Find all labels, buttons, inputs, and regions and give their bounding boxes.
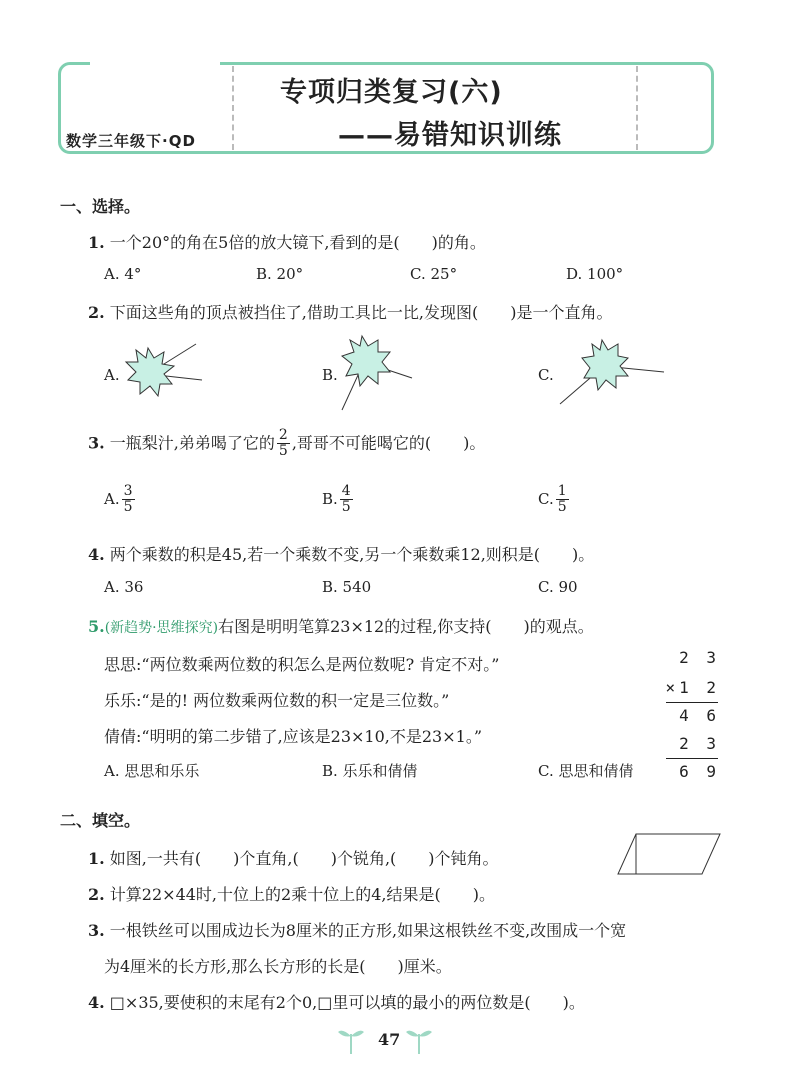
calc-rule-1 (666, 702, 718, 703)
page-subtitle: ——易错知识训练 (338, 120, 562, 151)
s1-q5-option-c: C. 思思和倩倩 (538, 762, 634, 780)
s1-q5-option-b: B. 乐乐和倩倩 (322, 762, 418, 780)
page-title: 专项归类复习(六) (280, 77, 503, 108)
angle-figure-a (118, 336, 218, 406)
calc-line-3: 4 6 (679, 706, 720, 725)
s1-q3-option-a (104, 484, 137, 516)
s1-q1-option-d: D. 100° (566, 265, 624, 283)
s2-q4-text: □×35,要使积的末尾有2个0,□里可以填的最小的两位数是( )。 (109, 993, 585, 1012)
starburst-cover-b (342, 336, 390, 386)
header-divider-left (232, 66, 234, 150)
s1-q2-option-c: C. (538, 366, 554, 384)
header-divider-right (636, 66, 638, 150)
s1-q3-option-b-label: B. (322, 489, 338, 508)
s1-q3-text-before: 一瓶梨汁,弟弟喝了它的 (109, 433, 275, 453)
s1-q4 (88, 542, 594, 565)
s1-q5-line-sisi: 思思:“两位数乘两位数的积怎么是两位数呢? 肯定不对。” (104, 655, 500, 674)
s1-q3-option-b (322, 484, 355, 516)
section2-heading: 二、填空。 (60, 811, 141, 830)
s1-q5-tag: (新趋势·思维探究) (104, 620, 219, 636)
s1-q3-num: 3. (88, 433, 105, 453)
s1-q4-option-c: C. 90 (538, 578, 578, 596)
leaf-ornament-right-icon (404, 1024, 434, 1056)
s2-q3-line1: 一根铁丝可以围成边长为8厘米的正方形,如果这根铁丝不变,改围成一个宽 (109, 921, 627, 940)
s2-q2-num: 2. (88, 885, 105, 904)
s1-q5-line-qianqian: 倩倩:“明明的第二步错了,应该是23×10,不是23×1。” (104, 727, 482, 746)
s1-q1-num: 1. (88, 233, 105, 252)
s1-q3-option-c-den: 5 (557, 499, 567, 516)
s1-q3-option-b-num: 4 (341, 483, 351, 499)
s1-q5-option-a: A. 思思和乐乐 (104, 762, 200, 780)
s2-q1-num: 1. (88, 849, 105, 868)
s1-q3-option-a-label: A. (104, 489, 120, 508)
s1-q2-option-a: A. (104, 366, 120, 384)
s1-q3-option-c-num: 1 (557, 483, 567, 499)
s1-q3-fraction (277, 428, 290, 460)
s1-q1-option-c: C. 25° (410, 265, 458, 283)
s2-q1 (88, 846, 499, 869)
s1-q3-option-c-label: C. (538, 489, 554, 508)
s1-q3-option-a-den: 5 (123, 499, 133, 516)
calc-line-4: 2 3 (679, 734, 720, 753)
s1-q5-line-lele: 乐乐:“是的! 两位数乘两位数的积一定是三位数。” (104, 691, 450, 710)
s1-q4-num: 4. (88, 545, 105, 564)
s1-q5-text: 右图是明明笔算23×12的过程,你支持( )的观点。 (218, 617, 594, 636)
subject-label: 数学三年级下·QD (66, 132, 196, 150)
s1-q4-text: 两个乘数的积是45,若一个乘数不变,另一个乘数乘12,则积是( )。 (109, 545, 595, 564)
s2-q3-num: 3. (88, 921, 105, 940)
calc-rule-2 (666, 758, 718, 759)
s1-q4-option-b: B. 540 (322, 578, 372, 596)
vertical-multiplication (660, 648, 720, 788)
leaf-ornament-left-icon (336, 1024, 366, 1056)
s2-q2 (88, 882, 495, 905)
s1-q2-num: 2. (88, 303, 105, 322)
s2-q3-line2: 为4厘米的长方形,那么长方形的长是( )厘米。 (104, 957, 452, 976)
s1-q3-text-after: ,哥哥不可能喝它的( )。 (291, 433, 486, 453)
section1-heading: 一、选择。 (60, 197, 141, 216)
calc-line-5: 6 9 (679, 762, 720, 781)
s1-q1-option-b: B. 20° (256, 265, 304, 283)
starburst-cover-c (582, 340, 628, 390)
s1-q3-frac-den: 5 (278, 443, 288, 460)
s1-q4-option-a: A. 36 (104, 578, 144, 596)
header-tab (90, 52, 220, 66)
s1-q2-option-b: B. (322, 366, 338, 384)
s1-q3-frac-num: 2 (278, 427, 288, 443)
page-number: 47 (378, 1030, 401, 1049)
s1-q1-option-a: A. 4° (104, 265, 142, 283)
s1-q3 (88, 428, 485, 460)
s1-q2 (88, 300, 612, 323)
angle-figure-b (336, 332, 426, 412)
starburst-cover-a (126, 348, 174, 396)
s2-q4-num: 4. (88, 993, 105, 1012)
s1-q5 (88, 614, 594, 637)
parallelogram-figure (616, 830, 726, 878)
s1-q2-text: 下面这些角的顶点被挡住了,借助工具比一比,发现图( )是一个直角。 (109, 303, 613, 322)
calc-line-2: ×1 2 (665, 678, 720, 697)
s2-q1-text: 如图,一共有( )个直角,( )个锐角,( )个钝角。 (109, 849, 499, 868)
s1-q1-text: 一个20°的角在5倍的放大镜下,看到的是( )的角。 (109, 233, 486, 252)
s2-q4 (88, 990, 585, 1013)
angle-figure-c (556, 336, 668, 408)
s1-q3-option-a-num: 3 (123, 483, 133, 499)
s1-q3-option-c (538, 484, 571, 516)
s2-q2-text: 计算22×44时,十位上的2乘十位上的4,结果是( )。 (109, 885, 495, 904)
s1-q1 (88, 230, 486, 253)
calc-line-1: 2 3 (679, 648, 720, 667)
s1-q3-option-b-den: 5 (341, 499, 351, 516)
s2-q3 (88, 918, 626, 941)
parallelogram-shape (618, 834, 720, 874)
s1-q5-num: 5. (88, 617, 105, 636)
